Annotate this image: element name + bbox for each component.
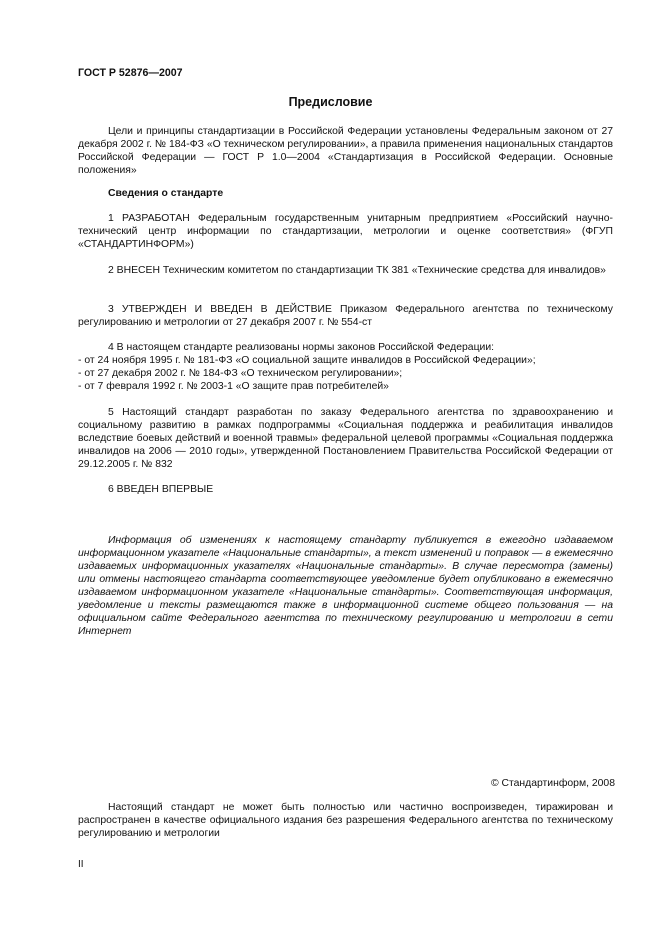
item-4: [78, 341, 613, 393]
copyright: © Стандартинформ, 2008: [490, 778, 615, 789]
item-5: 5 Настоящий стандарт разработан по заказу Федерального агентства по здравоохранению и социальному развитию в рамках подпрограммы «Социальная поддержка и реабилитация инвалидов вследствие боевых действий и военной травмы» федеральной целевой программы «Социальная поддержка инвалидов на 2006 — 2010 годы», утвержденной Постановлением Правительства Российской Федерации от 29.12.2005 г. № 832: [78, 407, 613, 470]
law-item: - от 7 февраля 1992 г. № 2003-1 «О защите прав потребителей»: [78, 381, 389, 392]
section-heading: Сведения о стандарте: [108, 188, 224, 199]
info-note: Информация об изменениях к настоящему стандарту публикуется в ежегодно издаваемом информационном указателе «Национальные стандарты», а текст изменений и поправок — в ежемесячно издаваемых информационных указателях «Национальные стандарты». В случае пересмотра (замены) или отмены настоящего стандарта соответствующее уведомление будет опубликовано в ежемесячно издаваемом информационном указателе «Национальные стандарты». Соответствующая информация, уведомление и тексты размещаются также в информационной системе общего пользования — на официальном сайте Федерального агентства по техническому регулированию и метрологии в сети Интернет: [78, 535, 613, 637]
legal-notice: Настоящий стандарт не может быть полностью или частично воспроизведен, тиражирован и распространен в качестве официального издания без разрешения Федерального агентства по техническому регулированию и метрологии: [78, 802, 613, 839]
page-title: Предисловие: [288, 95, 373, 109]
page-number: II: [78, 859, 84, 870]
item-4-intro: 4 В настоящем стандарте реализованы нормы законов Российской Федерации:: [108, 342, 495, 353]
item-2: 2 ВНЕСЕН Техническим комитетом по стандартизации ТК 381 «Технические средства для инвалидов»: [108, 265, 606, 276]
item-3: 3 УТВЕРЖДЕН И ВВЕДЕН В ДЕЙСТВИЕ Приказом Федерального агентства по техническому регулированию и метрологии от 27 декабря 2007 г. № 554-ст: [78, 304, 613, 328]
item-1: 1 РАЗРАБОТАН Федеральным государственным унитарным предприятием «Российский научно-технический центр информации по стандартизации, метрологии и оценке соответствия» (ФГУП «СТАНДАРТИНФОРМ»): [78, 213, 613, 250]
law-item: - от 27 декабря 2002 г. № 184-ФЗ «О техническом регулировании»;: [78, 368, 403, 379]
law-item: - от 24 ноября 1995 г. № 181-ФЗ «О социальной защите инвалидов в Российской Федерации»;: [78, 355, 536, 366]
item-6: 6 ВВЕДЕН ВПЕРВЫЕ: [108, 484, 214, 495]
intro-paragraph: Цели и принципы стандартизации в Российской Федерации установлены Федеральным законом от 27 декабря 2002 г. № 184-ФЗ «О техническом регулировании», а правила применения национальных стандартов Российской Федерации — ГОСТ Р 1.0—2004 «Стандартизация в Российской Федерации. Основные положения»: [78, 126, 613, 176]
document-code: ГОСТ Р 52876—2007: [78, 67, 183, 79]
